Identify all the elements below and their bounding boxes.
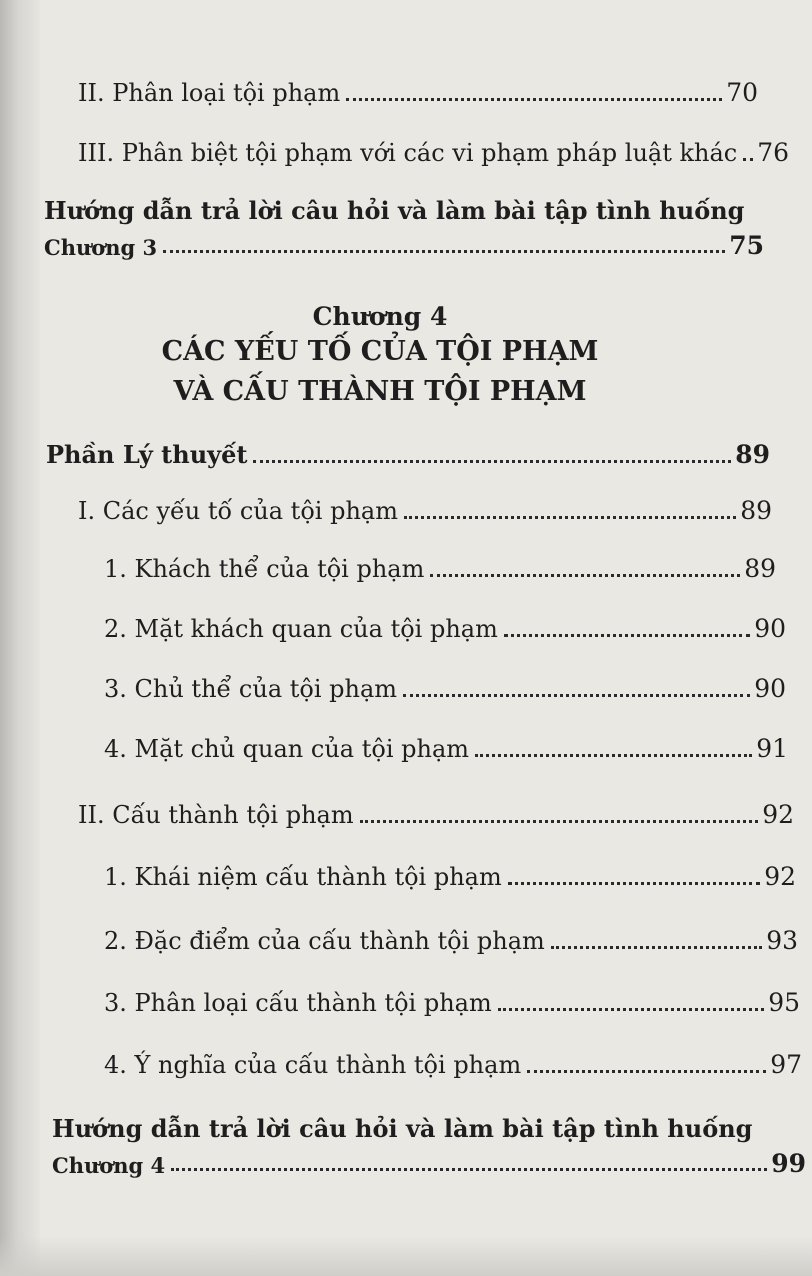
toc-entry-label: Hướng dẫn trả lời câu hỏi và làm bài tập tình huống [52, 1114, 753, 1143]
toc-entry [78, 496, 772, 526]
toc-entry-page: 89 [735, 440, 770, 469]
toc-entry-label: 4. Ý nghĩa của cấu thành tội phạm [104, 1051, 522, 1079]
toc-entry [104, 554, 776, 584]
toc-entry-page: 89 [744, 554, 776, 583]
toc-entry-label: 2. Mặt khách quan của tội phạm [104, 615, 498, 643]
toc-entry [78, 800, 794, 830]
dot-leader [475, 754, 752, 757]
toc-entry-label: 3. Phân loại cấu thành tội phạm [104, 989, 492, 1017]
toc-entry-guide-chapter-4 [52, 1114, 806, 1178]
toc-entry-label: II. Cấu thành tội phạm [78, 801, 354, 829]
toc-entry-guide-chapter-3 [44, 196, 764, 260]
dot-leader [404, 516, 736, 519]
dot-leader [253, 460, 731, 463]
toc-entry-page: 75 [729, 231, 764, 260]
toc-entry-page: 92 [762, 800, 794, 829]
page-bottom-shadow [0, 1236, 812, 1276]
toc-entry-label: 1. Khách thể của tội phạm [104, 555, 425, 583]
toc-entry-label: 3. Chủ thể của tội phạm [104, 675, 398, 703]
toc-entry-page: 95 [768, 988, 800, 1017]
dot-leader [360, 820, 759, 823]
toc-entry-label: Phần Lý thuyết [46, 440, 248, 469]
dot-leader [508, 882, 760, 885]
dot-leader [527, 1070, 766, 1073]
toc-entry [78, 138, 790, 168]
dot-leader [430, 574, 740, 577]
toc-entry-page: 97 [770, 1050, 802, 1079]
toc-entry [104, 614, 786, 644]
chapter-number: Chương 4 [312, 302, 448, 331]
toc-entry [104, 1050, 802, 1080]
toc-entry-label: I. Các yếu tố của tội phạm [78, 497, 398, 525]
toc-entry-label: 2. Đặc điểm của cấu thành tội phạm [104, 927, 545, 955]
toc-entry-page: 70 [726, 78, 758, 107]
toc-entry [104, 862, 796, 892]
toc-entry [104, 734, 788, 764]
dot-leader [163, 250, 725, 253]
dot-leader [171, 1168, 767, 1171]
toc-entry [78, 78, 758, 108]
toc-entry [104, 674, 786, 704]
chapter-title-line1: CÁC YẾU TỐ CỦA TỘI PHẠM [161, 336, 599, 367]
toc-entry-label: Hướng dẫn trả lời câu hỏi và làm bài tập tình huống [44, 196, 745, 225]
dot-leader [743, 158, 753, 161]
toc-entry-label: 4. Mặt chủ quan của tội phạm [104, 735, 470, 763]
toc-entry-page: 76 [757, 138, 790, 167]
toc-entry [104, 926, 798, 956]
toc-entry-label: 1. Khái niệm cấu thành tội phạm [104, 863, 502, 891]
toc-entry-label: III. Phân biệt tội phạm với các vi phạm pháp luật khác [78, 139, 738, 167]
toc-entry [46, 440, 770, 470]
toc-entry-page: 91 [756, 734, 788, 763]
dot-leader [403, 694, 750, 697]
chapter-title-line2: VÀ CẤU THÀNH TỘI PHẠM [173, 376, 587, 407]
toc-entry-page: 92 [764, 862, 796, 891]
toc-entry-sublabel: Chương 4 [52, 1153, 166, 1178]
toc-entry-page: 90 [754, 674, 786, 703]
toc-entry-page: 99 [771, 1149, 806, 1178]
toc-entry [104, 988, 800, 1018]
dot-leader [504, 634, 750, 637]
dot-leader [551, 946, 762, 949]
toc-entry-sublabel: Chương 3 [44, 235, 158, 260]
toc-entry-label: II. Phân loại tội phạm [78, 79, 341, 107]
toc-entry-page: 90 [754, 614, 786, 643]
dot-leader [498, 1008, 764, 1011]
dot-leader [346, 98, 722, 101]
toc-entry-page: 93 [766, 926, 798, 955]
toc-entry-page: 89 [740, 496, 772, 525]
